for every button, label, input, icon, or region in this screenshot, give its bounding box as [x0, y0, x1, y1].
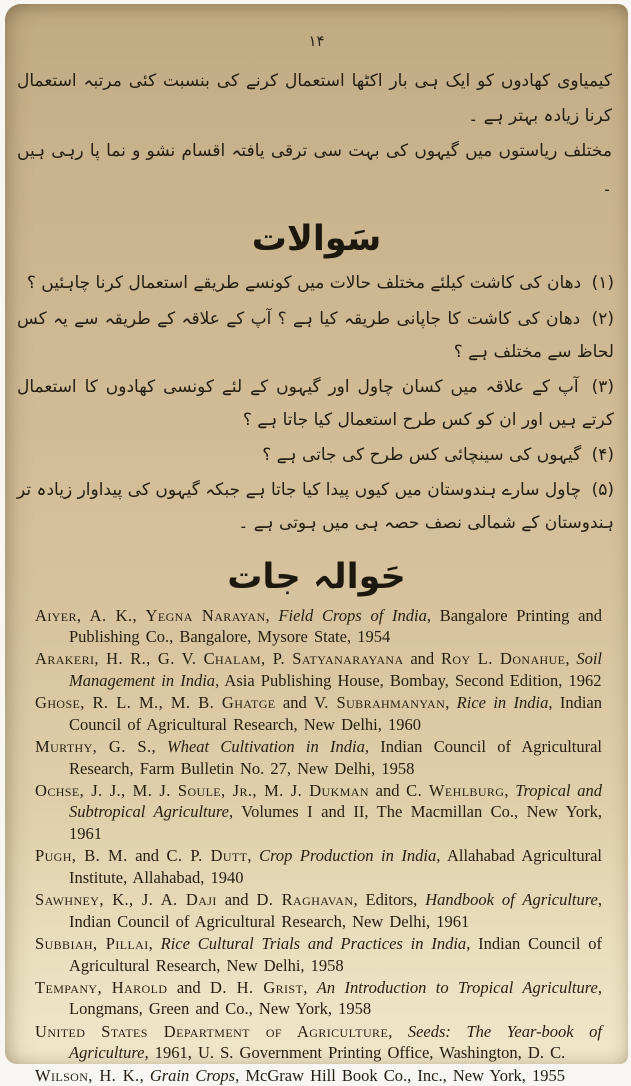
reference-segment-plain: , — [149, 934, 161, 953]
reference-segment-plain: , 1961, U. S. Government Printing Office, Washington, D. C. — [144, 1043, 565, 1062]
reference-entry — [35, 1065, 602, 1086]
reference-segment-plain: , Allahabad Agricultural Institute, Allahabad, 1940 — [69, 846, 602, 886]
question-text: دھان کی کاشت کیلئے مختلف حالات میں کونسے طریقے استعمال کرنا چاہئیں ؟ — [27, 273, 587, 293]
reference-entry — [35, 605, 602, 648]
reference-segment-sc: Ochse, J. J., M. J. Soule, Jr., M. J. Dukman — [35, 781, 369, 800]
reference-segment-plain: , Indian Council of Agricultural Research, Farm Bulletin No. 27, New Delhi, 1958 — [69, 737, 602, 777]
reference-segment-italic: An Introduction to Tropical Agriculture — [317, 978, 598, 997]
reference-segment-sc: Sawhney, K., J. A. Daji — [35, 890, 217, 909]
reference-segment-plain: , — [388, 1022, 408, 1041]
reference-entry — [35, 889, 602, 932]
reference-segment-plain: , — [247, 846, 259, 865]
intro-section — [17, 64, 612, 203]
reference-segment-plain: , McGraw Hill Book Co., Inc., New York, 1955 — [235, 1066, 565, 1085]
reference-segment-plain: and — [217, 890, 257, 909]
reference-segment-sc: C. P. Dutt — [167, 846, 248, 865]
question-text: دھان کی کاشت کا جاپانی طریقہ کیا ہے ؟ آپ کے علاقہ کے طریقہ سے یہ کس لحاظ سے مختلف ہے ؟ — [17, 309, 614, 362]
reference-entry — [35, 736, 602, 779]
reference-segment-plain: , — [266, 606, 279, 625]
reference-segment-sc: Murthy, G. S. — [35, 737, 152, 756]
reference-segment-italic: Rice Cultural Trials and Practices in India — [161, 934, 467, 953]
reference-segment-italic: Grain Crops — [150, 1066, 235, 1085]
questions-list — [17, 267, 614, 540]
reference-segment-plain: , Indian Council of Agricultural Research, New Delhi, 1961 — [69, 890, 602, 930]
reference-segment-plain: and — [369, 781, 406, 800]
reference-entry — [35, 933, 602, 976]
reference-segment-sc: D. Raghavan — [256, 890, 353, 909]
reference-entry — [35, 845, 602, 888]
reference-segment-italic: Soil Management in India — [69, 649, 602, 689]
question-item — [17, 303, 614, 369]
reference-segment-italic: Field Crops of India — [278, 606, 426, 625]
reference-segment-plain: , Volumes I and II, The Macmillan Co., New York, 1961 — [69, 802, 602, 842]
question-text: گیہوں کی سینچائی کس طرح کی جاتی ہے ؟ — [262, 445, 586, 465]
reference-segment-sc: Ghose, R. L. M., M. B. Ghatge — [35, 693, 276, 712]
question-item — [17, 267, 614, 300]
reference-segment-sc: Tempany, Harold — [35, 978, 167, 997]
intro-line: مختلف ریاستوں میں گیہوں کی بہت سی ترقی یافتہ اقسام نشو و نما پا رہی ہیں ۔ — [17, 134, 612, 204]
reference-segment-plain: and — [128, 846, 167, 865]
question-number: (۱) — [592, 273, 614, 293]
reference-entry — [35, 780, 602, 844]
reference-segment-italic: Crop Production in India — [259, 846, 436, 865]
references-heading: حَوالہ جات — [5, 557, 628, 597]
reference-segment-plain: , — [445, 693, 456, 712]
reference-segment-plain: and — [276, 693, 315, 712]
reference-segment-plain: and — [167, 978, 210, 997]
question-text: چاول سارے ہندوستان میں کیوں پیدا کیا جاتا ہے جبکہ گیہوں کی پیداوار زیادہ تر ہندوستان کے شمالی نصف حصہ ہی میں ہوتی ہے ۔ — [17, 480, 614, 533]
reference-segment-italic: Wheat Cultivation in India — [167, 737, 365, 756]
reference-segment-plain: , — [565, 649, 576, 668]
reference-entry — [35, 977, 602, 1020]
reference-segment-sc: Roy L. Donahue — [441, 649, 565, 668]
reference-segment-plain: , Bangalore Printing and Publishing Co., Bangalore, Mysore State, 1954 — [69, 606, 602, 646]
reference-segment-plain: , Asia Publishing House, Bombay, Second Edition, 1962 — [215, 671, 601, 690]
reference-entry — [35, 692, 602, 735]
reference-segment-plain: , — [303, 978, 317, 997]
questions-heading: سَوالات — [5, 219, 628, 259]
question-number: (۵) — [592, 480, 614, 500]
question-item — [17, 439, 614, 472]
question-number: (۳) — [592, 377, 614, 397]
reference-segment-sc: Pugh, B. M. — [35, 846, 128, 865]
reference-segment-plain: , Longmans, Green and Co., New York, 1958 — [69, 978, 602, 1018]
reference-segment-sc: Aiyer, A. K., Yegna Narayan — [35, 606, 266, 625]
reference-segment-sc: V. Subrahmanyan — [314, 693, 445, 712]
reference-segment-italic: Tropical and Subtropical Agriculture — [69, 781, 602, 821]
reference-segment-plain: , Indian Council of Agricultural Research, New Delhi, 1960 — [69, 693, 602, 733]
reference-segment-sc: D. H. Grist — [210, 978, 303, 997]
reference-segment-plain: , — [504, 781, 515, 800]
reference-segment-plain: , — [140, 1066, 150, 1085]
question-item — [17, 371, 614, 437]
reference-segment-sc: Wilson, H. K. — [35, 1066, 140, 1085]
question-number: (۴) — [592, 445, 614, 465]
book-page — [5, 4, 628, 1064]
reference-segment-italic: Seeds: The Year-book of Agriculture — [69, 1022, 602, 1062]
reference-segment-sc: Subbiah, Pillai — [35, 934, 149, 953]
reference-entry — [35, 1021, 602, 1064]
question-number: (۲) — [592, 309, 614, 329]
page-number: ۱۴ — [5, 4, 628, 50]
reference-segment-sc: Arakeri, H. R., G. V. Chalam, P. Satyanarayana — [35, 649, 404, 668]
question-text: آپ کے علاقہ میں کسان چاول اور گیہوں کے لئے کونسی کھادوں کا استعمال کرتے ہیں اور ان کو کس طرح استعمال کیا جاتا ہے ؟ — [17, 377, 614, 430]
references-list — [35, 605, 602, 1086]
reference-segment-plain: , Indian Council of Agricultural Research, New Delhi, 1958 — [69, 934, 602, 974]
question-item — [17, 474, 614, 540]
reference-segment-sc: C. Wehlburg — [406, 781, 504, 800]
reference-segment-plain: , Editors, — [353, 890, 425, 909]
reference-segment-plain: , — [152, 737, 167, 756]
reference-segment-sc: United States Department of Agriculture — [35, 1022, 388, 1041]
intro-line: کیمیاوی کھادوں کو ایک ہی بار اکٹھا استعمال کرنے کی بنسبت کئی مرتبہ استعمال کرنا زیادہ بہتر ہے ۔ — [17, 64, 612, 134]
reference-segment-plain: and — [404, 649, 441, 668]
reference-segment-italic: Handbook of Agriculture — [425, 890, 598, 909]
reference-segment-italic: Rice in India — [457, 693, 549, 712]
reference-entry — [35, 648, 602, 691]
